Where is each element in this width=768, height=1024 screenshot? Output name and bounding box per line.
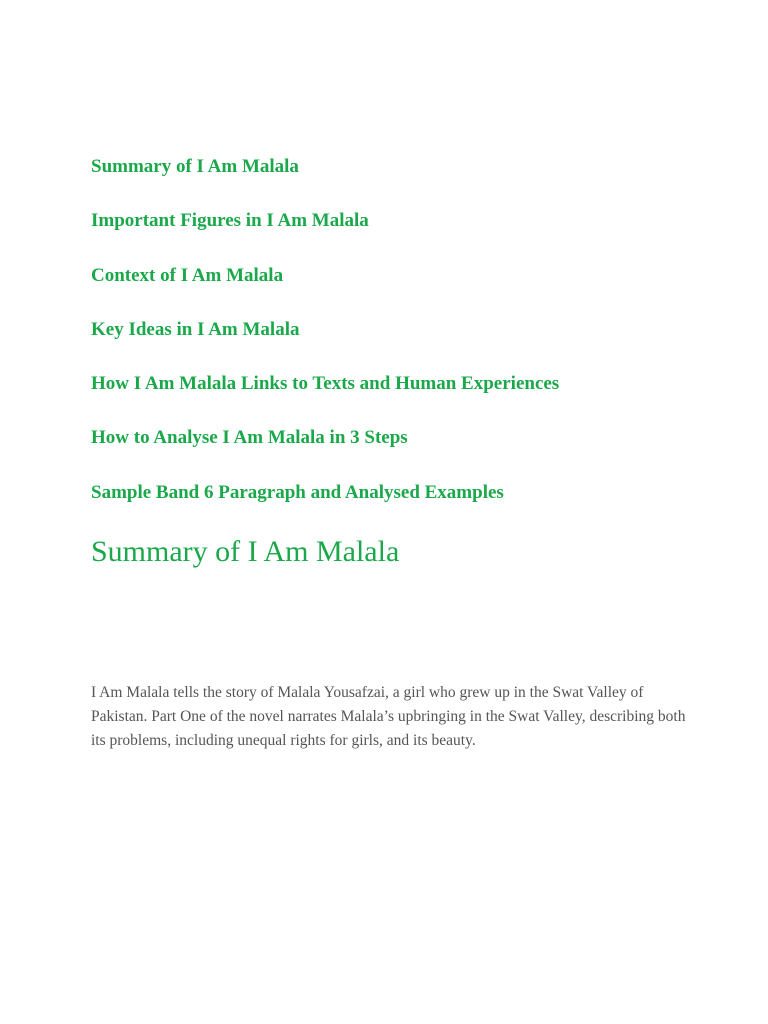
toc-link-summary[interactable]: Summary of I Am Malala (91, 156, 299, 177)
toc-link-important-figures[interactable]: Important Figures in I Am Malala (91, 210, 369, 232)
toc-link-texts-human-experiences[interactable]: How I Am Malala Links to Texts and Human Experiences (91, 373, 560, 395)
toc-link-key-ideas[interactable]: Key Ideas in I Am Malala (91, 318, 300, 340)
section-heading: Summary of I Am Malala (91, 535, 400, 568)
summary-paragraph: I Am Malala tells the story of Malala Yousafzai, a girl who grew up in the Swat Valley of Pakistan. Part One of the novel narrates Malala’s upbringing in the Swat Valley, describing both its problems, including unequal rights for girls, and its beauty. (91, 684, 686, 749)
toc-link-context[interactable]: Context of I Am Malala (91, 264, 284, 286)
table-of-contents (91, 154, 559, 534)
toc-link-how-to-analyse[interactable]: How to Analyse I Am Malala in 3 Steps (91, 427, 408, 449)
toc-link-sample-band-6[interactable]: Sample Band 6 Paragraph and Analysed Examples (91, 481, 504, 503)
